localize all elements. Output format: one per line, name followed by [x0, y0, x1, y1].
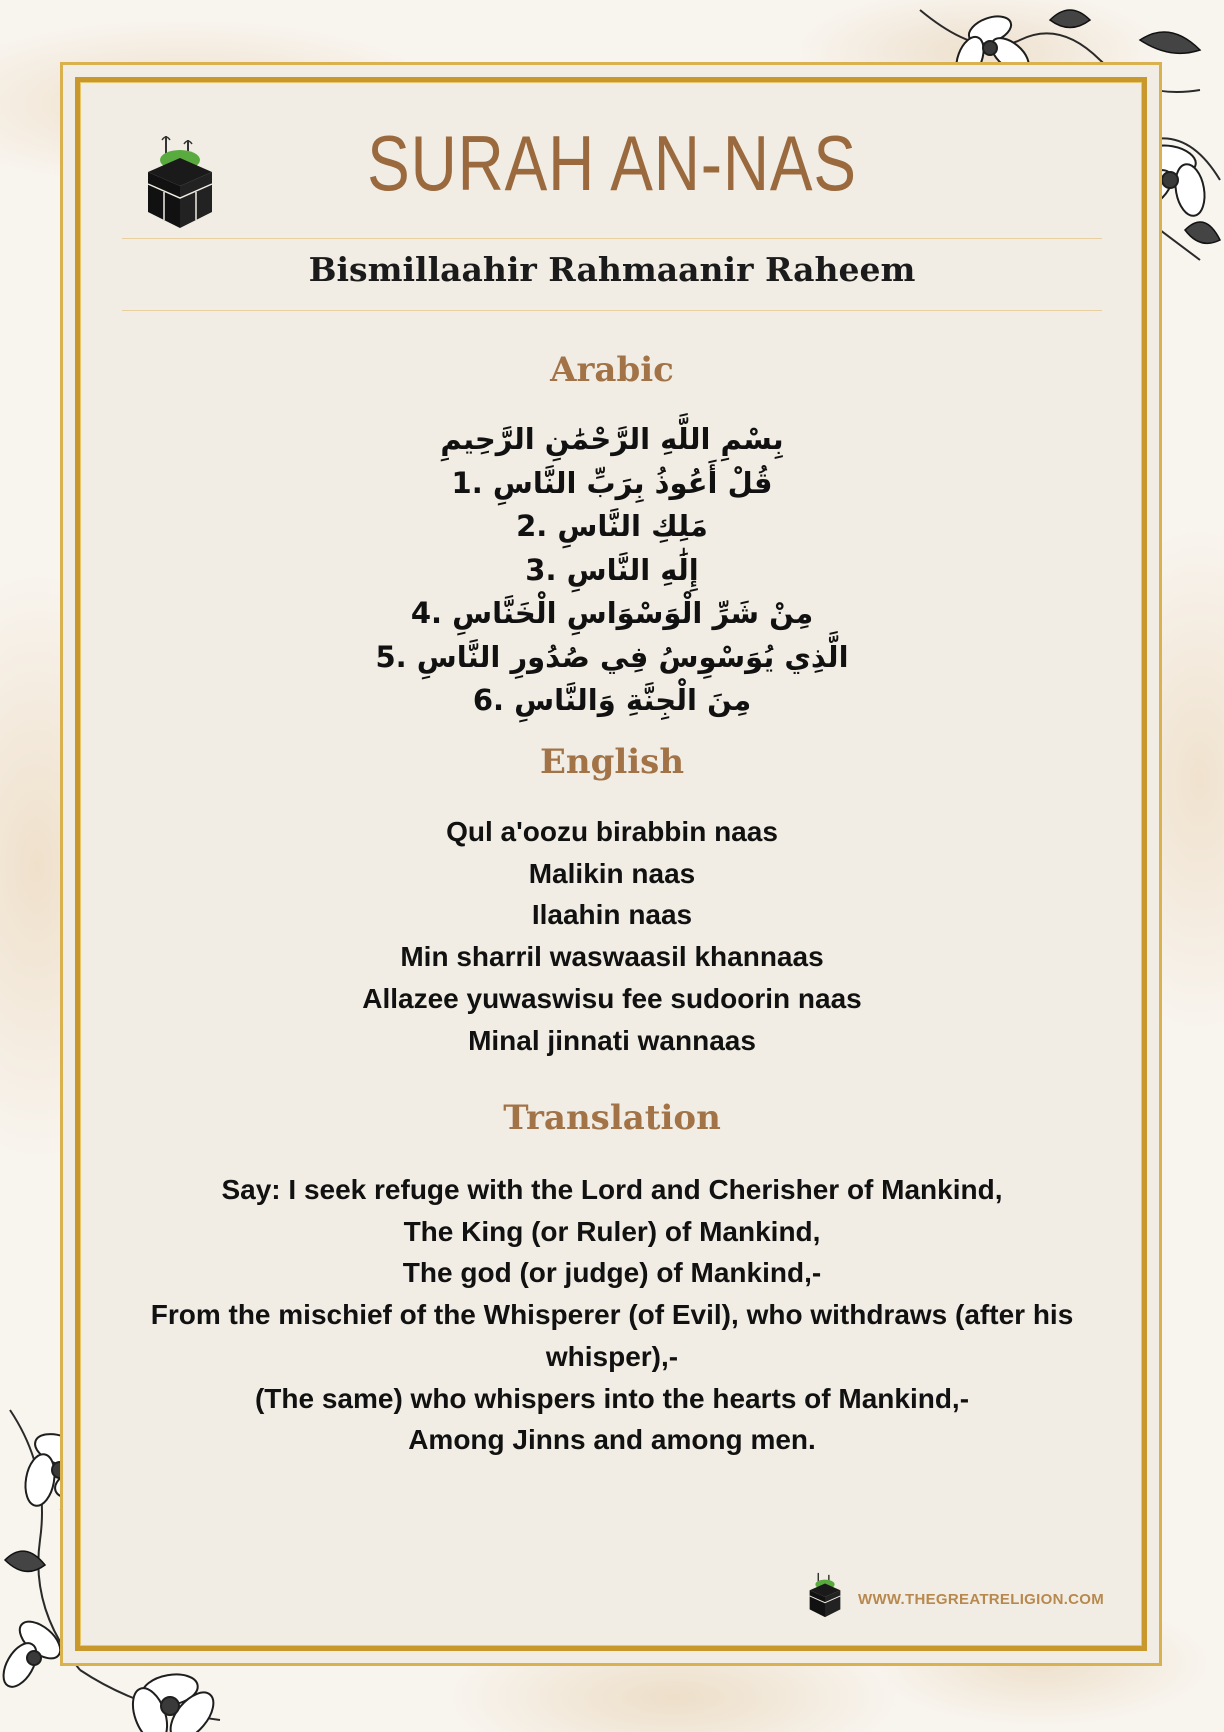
footer [806, 1570, 1104, 1620]
arabic-line: مِنْ شَرِّ الْوَسْوَاسِ الْخَنَّاسِ .4 [410, 596, 814, 630]
english-heading: English [539, 742, 685, 782]
translation-heading: Translation [503, 1098, 721, 1138]
arabic-line: بِسْمِ اللَّهِ الرَّحْمَٰنِ الرَّحِيمِ [440, 422, 784, 456]
translation-line: (The same) who whispers into the hearts of Mankind,- [254, 1382, 970, 1414]
english-line: Min sharril waswaasil khannaas [400, 941, 824, 973]
arabic-line: الَّذِي يُوَسْوِسُ فِي صُدُورِ النَّاسِ .5 [375, 639, 849, 674]
english-line: Ilaahin naas [531, 899, 693, 931]
arabic-line: مِنَ الْجِنَّةِ وَالنَّاسِ .6 [472, 683, 752, 717]
arabic-line: مَلِكِ النَّاسِ .2 [516, 509, 708, 543]
divider [122, 310, 1102, 311]
page-title: SURAH AN-NAS [367, 119, 857, 207]
translation-line: From the mischief of the Whisperer (of Evil), who withdraws (after his whisper),- [150, 1299, 1074, 1372]
kaaba-icon [806, 1571, 844, 1619]
website-link[interactable]: WWW.THEGREATRELIGION.COM [858, 1590, 1105, 1608]
arabic-line: إِلَٰهِ النَّاسِ .3 [525, 552, 699, 587]
arabic-text-block [0, 418, 1224, 723]
arabic-heading: Arabic [550, 350, 674, 390]
english-text-block [0, 811, 1224, 1061]
english-line: Malikin naas [528, 857, 696, 889]
translation-line: The King (or Ruler) of Mankind, [403, 1215, 821, 1247]
bismillah-line: Bismillaahir Rahmaanir Raheem [308, 250, 916, 289]
english-line: Qul a'oozu birabbin naas [446, 816, 778, 847]
divider [122, 238, 1102, 239]
translation-text-block [130, 1169, 1094, 1461]
translation-line: Among Jinns and among men. [408, 1424, 816, 1456]
arabic-line: قُلْ أَعُوذُ بِرَبِّ النَّاسِ .1 [451, 465, 773, 500]
translation-line: The god (or judge) of Mankind,- [402, 1257, 822, 1289]
english-line: Minal jinnati wannaas [468, 1024, 756, 1056]
english-line: Allazee yuwaswisu fee sudoorin naas [362, 982, 862, 1014]
translation-line: Say: I seek refuge with the Lord and Cherisher of Mankind, [221, 1174, 1003, 1205]
